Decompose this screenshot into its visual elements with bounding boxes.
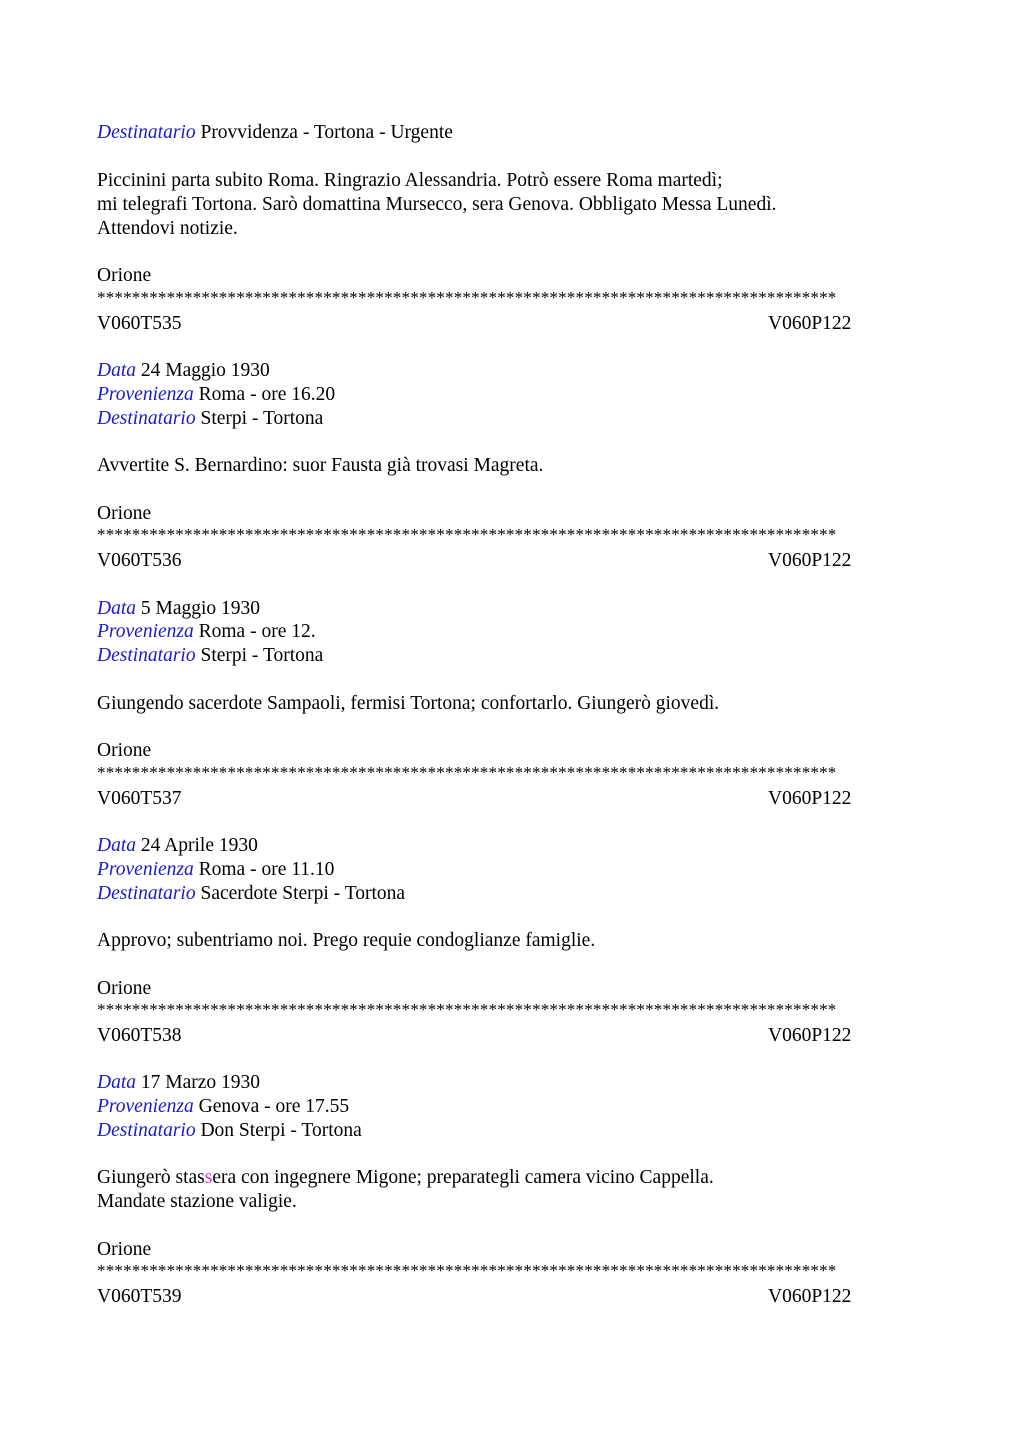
separator: *************************************************************************************: [97, 290, 837, 306]
recipient-value: Don Sterpi - Tortona: [200, 1120, 362, 1141]
origin-label: Provenienza: [97, 859, 194, 880]
highlighted-letter: s: [204, 1167, 213, 1188]
origin-label: Provenienza: [97, 1096, 194, 1117]
origin-label: Provenienza: [97, 384, 194, 405]
signature: Orione: [97, 265, 152, 286]
recipient-label: Destinatario: [97, 645, 196, 666]
date-line: [97, 597, 260, 621]
message-line: Piccinini parta subito Roma. Ringrazio Alessandria. Potrò essere Roma martedì;: [97, 170, 723, 191]
message-line: Approvo; subentriamo noi. Prego requie condoglianze famiglie.: [97, 930, 596, 951]
origin-value: Genova - ore 17.55: [198, 1096, 350, 1117]
message-line: Attendovi notizie.: [97, 218, 238, 239]
origin-value: Roma - ore 11.10: [198, 859, 335, 880]
recipient-value: Provvidenza - Tortona - Urgente: [200, 122, 453, 143]
message-line: mi telegrafi Tortona. Sarò domattina Mursecco, sera Genova. Obbligato Messa Lunedì.: [97, 194, 777, 215]
recipient-line: [97, 644, 323, 668]
date-line: [97, 834, 258, 858]
origin-line: [97, 620, 316, 644]
signature: Orione: [97, 503, 152, 524]
message-line: Mandate stazione valigie.: [97, 1191, 297, 1212]
page-code: V060P122: [768, 788, 852, 809]
date-value: 24 Aprile 1930: [140, 835, 258, 856]
page-code: V060P122: [768, 313, 852, 334]
recipient-line: [97, 1119, 362, 1143]
recipient-label: Destinatario: [97, 122, 196, 143]
separator: *************************************************************************************: [97, 1002, 837, 1018]
date-line: [97, 1071, 260, 1095]
document-code: V060T536: [97, 550, 182, 571]
recipient-value: Sterpi - Tortona: [200, 645, 324, 666]
recipient-value: Sacerdote Sterpi - Tortona: [200, 883, 406, 904]
origin-line: [97, 858, 334, 882]
message-line: Giungendo sacerdote Sampaoli, fermisi Tortona; confortarlo. Giungerò giovedì.: [97, 693, 720, 714]
recipient-line: [97, 407, 323, 431]
document-code: V060T539: [97, 1286, 182, 1307]
document-code: V060T537: [97, 788, 182, 809]
origin-line: [97, 383, 335, 407]
recipient-label: Destinatario: [97, 408, 196, 429]
page-code: V060P122: [768, 550, 852, 571]
message-text: era con ingegnere Migone; preparategli camera vicino Cappella.: [212, 1167, 714, 1188]
origin-value: Roma - ore 16.20: [198, 384, 336, 405]
date-label: Data: [97, 835, 136, 856]
separator: *************************************************************************************: [97, 1263, 837, 1279]
page-code: V060P122: [768, 1286, 852, 1307]
separator: *************************************************************************************: [97, 527, 837, 543]
date-value: 17 Marzo 1930: [140, 1072, 261, 1093]
recipient-label: Destinatario: [97, 1120, 196, 1141]
date-line: [97, 359, 270, 383]
document-code: V060T538: [97, 1025, 182, 1046]
date-value: 5 Maggio 1930: [140, 598, 261, 619]
message-text: Giungerò stas: [97, 1167, 205, 1188]
separator: *************************************************************************************: [97, 765, 837, 781]
recipient-line: [97, 882, 405, 906]
message-line: [97, 1166, 714, 1190]
recipient-line: [97, 121, 453, 145]
message-line: Avvertite S. Bernardino: suor Fausta già trovasi Magreta.: [97, 455, 544, 476]
origin-line: [97, 1095, 349, 1119]
date-label: Data: [97, 1072, 136, 1093]
document-code: V060T535: [97, 313, 182, 334]
recipient-label: Destinatario: [97, 883, 196, 904]
date-value: 24 Maggio 1930: [140, 360, 270, 381]
origin-value: Roma - ore 12.: [198, 621, 316, 642]
signature: Orione: [97, 978, 152, 999]
origin-label: Provenienza: [97, 621, 194, 642]
recipient-value: Sterpi - Tortona: [200, 408, 324, 429]
page-code: V060P122: [768, 1025, 852, 1046]
date-label: Data: [97, 360, 136, 381]
signature: Orione: [97, 740, 152, 761]
date-label: Data: [97, 598, 136, 619]
signature: Orione: [97, 1239, 152, 1260]
